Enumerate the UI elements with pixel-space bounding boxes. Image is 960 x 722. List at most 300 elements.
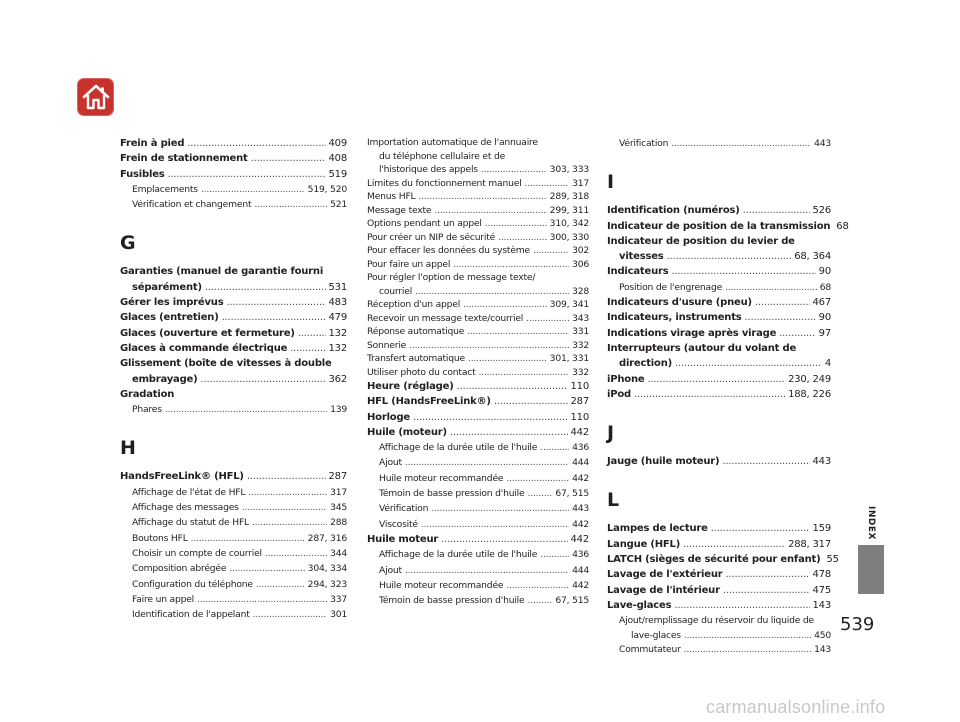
entry-page-ref[interactable]: 475 — [812, 584, 831, 596]
index-label-text: INDEX — [866, 506, 877, 540]
entry-page-ref[interactable]: 4 — [824, 358, 831, 370]
index-entry[interactable] — [120, 295, 347, 310]
entry-term: Gradation — [120, 388, 175, 400]
entry-page-ref[interactable]: 67, 515 — [555, 595, 589, 607]
dot-leader — [722, 454, 809, 469]
entry-page-ref[interactable]: 436 — [572, 442, 589, 454]
entry-term: Fusibles — [120, 168, 165, 180]
entry-page-ref[interactable]: 306 — [572, 258, 589, 270]
entry-term: Affichage de l'état de HFL — [132, 486, 246, 498]
entry-term: Glaces (ouverture et fermeture) — [120, 327, 295, 339]
entry-page-ref[interactable]: 519, 520 — [307, 183, 347, 195]
index-entry[interactable] — [120, 167, 347, 182]
entry-term: Identification (numéros) — [607, 205, 740, 217]
entry-term: Indicateurs d'usure (pneu) — [607, 297, 752, 309]
index-entry — [120, 264, 347, 279]
index-entry[interactable] — [367, 547, 589, 562]
dot-leader — [711, 521, 810, 536]
index-entry[interactable] — [367, 204, 589, 218]
entry-page-ref[interactable]: 143 — [812, 599, 831, 611]
index-entry — [367, 271, 589, 285]
index-entry[interactable] — [120, 607, 347, 622]
dot-leader — [498, 231, 547, 245]
entry-page-ref[interactable]: 467 — [812, 297, 831, 309]
index-entry[interactable] — [367, 244, 589, 258]
entry-page-ref[interactable]: 304, 334 — [307, 563, 347, 575]
entry-term: Recevoir un message texte/courriel — [367, 312, 524, 324]
index-entry[interactable] — [367, 471, 589, 486]
entry-term: Huile (moteur) — [367, 426, 447, 438]
entry-term: Vérification et changement — [132, 199, 252, 211]
entry-page-ref[interactable]: 301, 331 — [549, 353, 589, 364]
section-letter: I — [607, 171, 615, 194]
entry-page-ref[interactable]: 230, 249 — [788, 373, 831, 385]
entry-page-ref[interactable]: 310, 342 — [549, 218, 589, 229]
dot-leader — [418, 190, 546, 204]
dot-leader — [165, 402, 327, 417]
entry-page-ref[interactable]: 408 — [328, 153, 347, 165]
entry-page-ref[interactable]: 90 — [818, 312, 831, 324]
dot-leader — [671, 136, 811, 151]
entry-page-ref[interactable]: 442 — [570, 426, 589, 438]
entry-term: Choisir un compte de courriel — [132, 547, 262, 559]
entry-page-ref[interactable]: 479 — [328, 312, 347, 324]
entry-page-ref[interactable]: 68 — [836, 220, 849, 232]
dot-leader — [453, 258, 569, 272]
index-entry[interactable] — [367, 352, 589, 366]
entry-page-ref[interactable]: 132 — [328, 327, 347, 339]
index-entry[interactable] — [367, 563, 589, 578]
index-entry — [120, 387, 347, 402]
entry-term: Ajout — [379, 457, 402, 469]
entry-page-ref[interactable]: 301 — [330, 609, 347, 621]
dot-leader — [197, 592, 327, 607]
entry-term: iPhone — [607, 373, 645, 385]
index-entry[interactable] — [367, 486, 589, 501]
entry-term: Configuration du téléphone — [132, 578, 253, 590]
entry-term: Lave-glaces — [607, 599, 672, 611]
entry-page-ref[interactable]: 159 — [812, 523, 831, 535]
index-entry[interactable] — [120, 531, 347, 546]
index-entry[interactable] — [367, 190, 589, 204]
entry-page-ref[interactable]: 287, 316 — [307, 532, 347, 544]
index-entry[interactable] — [367, 177, 589, 191]
entry-term: Affichage de la durée utile de l'huile — [379, 442, 538, 454]
entry-term: Lavage de l'intérieur — [607, 584, 720, 596]
index-column-1 — [120, 136, 347, 622]
entry-term: Gérer les imprévus — [120, 297, 224, 309]
entry-page-ref[interactable]: 67, 515 — [555, 488, 589, 500]
index-entry[interactable] — [607, 136, 831, 151]
dot-leader — [540, 547, 569, 562]
index-entry[interactable] — [120, 280, 347, 295]
index-entry[interactable] — [367, 501, 589, 516]
dot-leader — [168, 167, 326, 182]
index-entry[interactable] — [607, 295, 831, 310]
index-entry[interactable] — [367, 163, 589, 177]
index-entry[interactable] — [367, 298, 589, 312]
index-entry[interactable] — [367, 312, 589, 326]
dot-leader — [201, 182, 305, 197]
index-entry[interactable] — [120, 577, 347, 592]
index-entry[interactable] — [120, 136, 347, 151]
entry-page-ref[interactable]: 443 — [812, 456, 831, 468]
dot-leader — [526, 312, 569, 326]
dot-leader — [671, 264, 815, 279]
entry-page-ref[interactable]: 444 — [572, 457, 589, 469]
page-number: 539 — [840, 614, 875, 635]
entry-page-ref[interactable]: 299, 311 — [549, 204, 589, 216]
entry-page-ref[interactable]: 409 — [328, 138, 347, 149]
index-entry[interactable] — [367, 258, 589, 272]
entry-page-ref[interactable]: 521 — [330, 199, 347, 211]
index-entry[interactable] — [120, 341, 347, 356]
entry-term: Huile moteur recommandée — [379, 472, 504, 484]
dot-leader — [723, 583, 810, 598]
entry-term: Menus HFL — [367, 191, 416, 202]
section-letter: G — [120, 232, 136, 255]
entry-page-ref[interactable]: 110 — [570, 411, 589, 423]
entry-page-ref[interactable]: 302 — [572, 245, 589, 256]
dot-leader — [506, 471, 569, 486]
entry-term: lave-glaces — [631, 629, 681, 641]
index-entry[interactable] — [607, 264, 831, 279]
dot-leader — [187, 136, 325, 151]
index-entry[interactable] — [120, 326, 347, 341]
entry-term: Faire un appel — [132, 593, 195, 605]
index-entry[interactable] — [367, 410, 589, 425]
dot-leader — [528, 486, 553, 501]
index-entry[interactable] — [607, 642, 831, 657]
entry-page-ref[interactable]: 309, 341 — [549, 299, 589, 310]
dot-leader — [725, 280, 817, 295]
index-entry[interactable] — [120, 310, 347, 325]
index-entry[interactable] — [120, 151, 347, 166]
section-letter: L — [607, 489, 620, 512]
entry-page-ref[interactable]: 188, 226 — [788, 388, 831, 400]
index-entry[interactable] — [367, 532, 589, 547]
dot-leader — [525, 177, 570, 191]
entry-page-ref[interactable]: 444 — [572, 564, 589, 576]
index-entry[interactable] — [367, 285, 589, 299]
dot-leader — [247, 469, 326, 484]
dot-leader — [431, 501, 569, 516]
entry-page-ref[interactable]: 300, 330 — [549, 231, 589, 243]
watermark: carmanualsonline.info — [706, 697, 886, 717]
entry-term: Huile moteur recommandée — [379, 579, 504, 591]
index-entry[interactable] — [607, 583, 831, 598]
entry-page-ref[interactable]: 294, 323 — [307, 578, 347, 590]
dot-leader — [468, 352, 547, 366]
index-entry[interactable] — [120, 561, 347, 576]
section-letter: J — [607, 422, 615, 445]
entry-term: Limites du fonctionnement manuel — [367, 177, 522, 189]
dot-leader — [201, 372, 326, 387]
entry-page-ref[interactable]: 287 — [570, 396, 589, 408]
dot-leader — [450, 425, 568, 440]
entry-page-ref[interactable]: 143 — [814, 644, 831, 656]
entry-term: Pour effacer les données du système — [367, 245, 530, 256]
entry-page-ref[interactable]: 362 — [328, 373, 347, 385]
index-entry — [607, 234, 831, 249]
dot-leader — [528, 593, 553, 608]
dot-leader — [413, 410, 567, 425]
dot-leader — [415, 285, 569, 299]
entry-term: Indications virage après virage — [607, 327, 777, 339]
entry-page-ref[interactable]: 288, 317 — [788, 538, 831, 550]
entry-page-ref[interactable]: 68 — [819, 281, 831, 293]
dot-leader — [191, 531, 305, 546]
dot-leader — [405, 563, 569, 578]
dot-leader — [467, 325, 569, 339]
entry-term: Glaces (entretien) — [120, 312, 219, 324]
entry-term: Témoin de basse pression d'huile — [379, 488, 525, 500]
dot-leader — [743, 203, 810, 218]
index-entry[interactable] — [607, 372, 831, 387]
index-column-3 — [607, 136, 849, 657]
entry-page-ref[interactable]: 289, 318 — [549, 191, 589, 202]
dot-leader — [485, 217, 547, 231]
entry-term: Indicateur de position du levier de — [607, 235, 795, 247]
index-entry[interactable] — [607, 521, 831, 536]
dot-leader — [251, 151, 326, 166]
index-entry[interactable] — [120, 402, 347, 417]
index-entry[interactable] — [607, 249, 831, 264]
entry-term: du téléphone cellulaire et de — [379, 150, 506, 162]
entry-page-ref[interactable]: 97 — [818, 327, 831, 339]
entry-page-ref[interactable]: 443 — [814, 138, 831, 149]
index-entry[interactable] — [367, 593, 589, 608]
dot-leader — [254, 197, 327, 212]
index-entry[interactable] — [120, 182, 347, 197]
entry-page-ref[interactable]: 343 — [572, 312, 589, 324]
entry-term: Indicateurs — [607, 266, 669, 278]
dot-leader — [755, 295, 810, 310]
entry-term: Options pendant un appel — [367, 218, 482, 229]
index-entry[interactable] — [607, 454, 831, 469]
index-entry[interactable] — [607, 629, 831, 643]
dot-leader — [290, 341, 325, 356]
index-entry[interactable] — [367, 231, 589, 245]
index-entry[interactable] — [367, 455, 589, 470]
dot-leader — [684, 629, 811, 643]
entry-page-ref[interactable]: 442 — [570, 533, 589, 545]
dot-leader — [481, 163, 547, 177]
dot-leader — [441, 532, 567, 547]
entry-term: vitesses — [619, 251, 664, 263]
index-entry[interactable] — [607, 567, 831, 582]
entry-term: Langue (HFL) — [607, 538, 681, 550]
index-entry[interactable] — [367, 366, 589, 380]
index-entry[interactable] — [367, 379, 589, 394]
index-entry[interactable] — [120, 372, 347, 387]
entry-page-ref[interactable]: 526 — [812, 205, 831, 217]
dot-leader — [253, 607, 327, 622]
entry-term: Position de l'engrenage — [619, 281, 723, 293]
index-entry[interactable] — [607, 219, 849, 234]
index-tab-label — [861, 508, 881, 538]
index-entry[interactable] — [607, 387, 831, 402]
entry-term: Ajout/remplissage du réservoir du liquide de — [619, 615, 815, 627]
entry-page-ref[interactable]: 345 — [330, 502, 347, 514]
entry-term: Frein à pied — [120, 138, 185, 149]
dot-leader — [222, 310, 326, 325]
entry-page-ref[interactable]: 331 — [572, 326, 589, 337]
index-entry — [367, 136, 589, 150]
entry-term: Ajout — [379, 564, 402, 576]
entry-page-ref[interactable]: 443 — [572, 503, 589, 515]
dot-leader — [634, 387, 785, 402]
entry-term: Réception d'un appel — [367, 299, 461, 310]
entry-page-ref[interactable]: 287 — [328, 471, 347, 483]
index-entry[interactable] — [367, 325, 589, 339]
entry-page-ref[interactable]: 478 — [812, 569, 831, 581]
dot-leader — [494, 394, 568, 409]
entry-page-ref[interactable]: 344 — [330, 547, 347, 559]
entry-term: LATCH (sièges de sécurité pour enfant) — [607, 554, 821, 566]
entry-page-ref[interactable]: 483 — [328, 297, 347, 309]
entry-page-ref[interactable]: 132 — [328, 342, 347, 354]
entry-term: Indicateur de position de la transmission — [607, 220, 831, 232]
index-entry[interactable] — [607, 326, 831, 341]
entry-page-ref[interactable]: 317 — [572, 177, 589, 189]
index-entry[interactable] — [607, 537, 831, 552]
dot-leader — [434, 204, 546, 218]
index-entry[interactable] — [120, 515, 347, 530]
entry-term: Affichage de la durée utile de l'huile — [379, 549, 538, 561]
entry-term: Garanties (manuel de garantie fourni — [120, 266, 324, 278]
entry-term: Glaces à commande électrique — [120, 342, 288, 354]
entry-term: Boutons HFL — [132, 532, 188, 544]
entry-term: embrayage) — [132, 373, 198, 385]
dot-leader — [726, 567, 810, 582]
entry-page-ref[interactable]: 332 — [572, 366, 589, 378]
entry-term: Horloge — [367, 411, 411, 423]
index-entry — [607, 613, 831, 628]
dot-leader — [405, 455, 569, 470]
entry-term: Jauge (huile moteur) — [607, 456, 720, 468]
entry-page-ref[interactable]: 288 — [330, 517, 347, 529]
index-entry[interactable] — [120, 546, 347, 561]
entry-page-ref[interactable]: 442 — [572, 472, 589, 484]
entry-term: Frein de stationnement — [120, 153, 248, 165]
dot-leader — [745, 310, 816, 325]
index-entry[interactable] — [367, 440, 589, 455]
dot-leader — [647, 372, 785, 387]
dot-leader — [479, 366, 570, 380]
index-entry[interactable] — [367, 339, 589, 353]
index-entry[interactable] — [120, 197, 347, 212]
index-entry[interactable] — [120, 485, 347, 500]
entry-page-ref[interactable]: 442 — [572, 518, 589, 530]
entry-page-ref[interactable]: 337 — [330, 593, 347, 605]
index-entry[interactable] — [120, 469, 347, 484]
index-entry[interactable] — [367, 425, 589, 440]
index-entry[interactable] — [607, 280, 831, 295]
home-icon — [81, 82, 111, 112]
entry-term: Huile moteur — [367, 533, 439, 545]
entry-term: iPod — [607, 388, 631, 400]
index-entry[interactable] — [367, 578, 589, 593]
entry-page-ref[interactable]: 68, 364 — [794, 251, 831, 263]
dot-leader — [675, 356, 822, 371]
entry-page-ref[interactable]: 519 — [328, 168, 347, 180]
index-entry[interactable] — [367, 394, 589, 409]
dot-leader — [463, 298, 547, 312]
dot-leader — [242, 500, 327, 515]
index-entry — [367, 150, 589, 164]
entry-term: Affichage du statut de HFL — [132, 517, 249, 529]
index-entry[interactable] — [607, 552, 839, 567]
entry-term: Message texte — [367, 204, 432, 216]
entry-page-ref[interactable]: 110 — [570, 381, 589, 392]
entry-page-ref[interactable]: 436 — [572, 549, 589, 561]
entry-term: Commutateur — [619, 644, 681, 656]
section-letter: H — [120, 437, 136, 460]
entry-page-ref[interactable]: 531 — [328, 281, 347, 293]
index-tab[interactable] — [858, 545, 884, 594]
dot-leader — [779, 326, 815, 341]
entry-term: Composition abrégée — [132, 563, 227, 575]
entry-term: Indicateurs, instruments — [607, 312, 742, 324]
dot-leader — [248, 485, 327, 500]
entry-term: HandsFreeLink® (HFL) — [120, 471, 244, 483]
entry-term: Utiliser photo du contact — [367, 366, 476, 378]
entry-term: Lampes de lecture — [607, 523, 708, 535]
entry-term: Sonnerie — [367, 339, 407, 351]
entry-term: Affichage des messages — [132, 502, 239, 514]
index-column-2 — [367, 136, 589, 608]
entry-term: Pour faire un appel — [367, 258, 451, 270]
index-entry[interactable] — [367, 217, 589, 231]
entry-page-ref[interactable]: 55 — [826, 554, 839, 566]
home-button[interactable] — [77, 78, 114, 116]
dot-leader — [533, 244, 569, 258]
dot-leader — [540, 440, 569, 455]
entry-term: séparément) — [132, 281, 202, 293]
entry-page-ref[interactable]: 303, 333 — [549, 164, 589, 175]
entry-term: Lavage de l'extérieur — [607, 569, 723, 581]
index-entry[interactable] — [120, 500, 347, 515]
entry-term: Emplacements — [132, 183, 198, 195]
index-entry[interactable] — [367, 517, 589, 532]
entry-term: l'historique des appels — [379, 164, 478, 175]
dot-leader — [457, 379, 568, 394]
index-entry[interactable] — [607, 310, 831, 325]
entry-page-ref[interactable]: 317 — [330, 486, 347, 498]
entry-page-ref[interactable]: 139 — [330, 404, 347, 416]
dot-leader — [409, 339, 569, 353]
dot-leader — [298, 326, 326, 341]
entry-page-ref[interactable]: 90 — [818, 266, 831, 278]
entry-page-ref[interactable]: 328 — [572, 285, 589, 297]
index-entry[interactable] — [120, 592, 347, 607]
index-entry[interactable] — [607, 203, 831, 218]
entry-term: Phares — [132, 404, 162, 416]
entry-term: courriel — [379, 285, 413, 297]
index-entry[interactable] — [607, 356, 831, 371]
index-entry[interactable] — [607, 598, 831, 613]
entry-term: Identification de l'appelant — [132, 609, 250, 621]
entry-page-ref[interactable]: 450 — [814, 629, 831, 641]
entry-page-ref[interactable]: 442 — [572, 579, 589, 591]
entry-term: Témoin de basse pression d'huile — [379, 595, 525, 607]
dot-leader — [205, 280, 326, 295]
dot-leader — [265, 546, 327, 561]
entry-term: Pour créer un NIP de sécurité — [367, 231, 496, 243]
entry-page-ref[interactable]: 332 — [572, 339, 589, 351]
dot-leader — [674, 598, 809, 613]
